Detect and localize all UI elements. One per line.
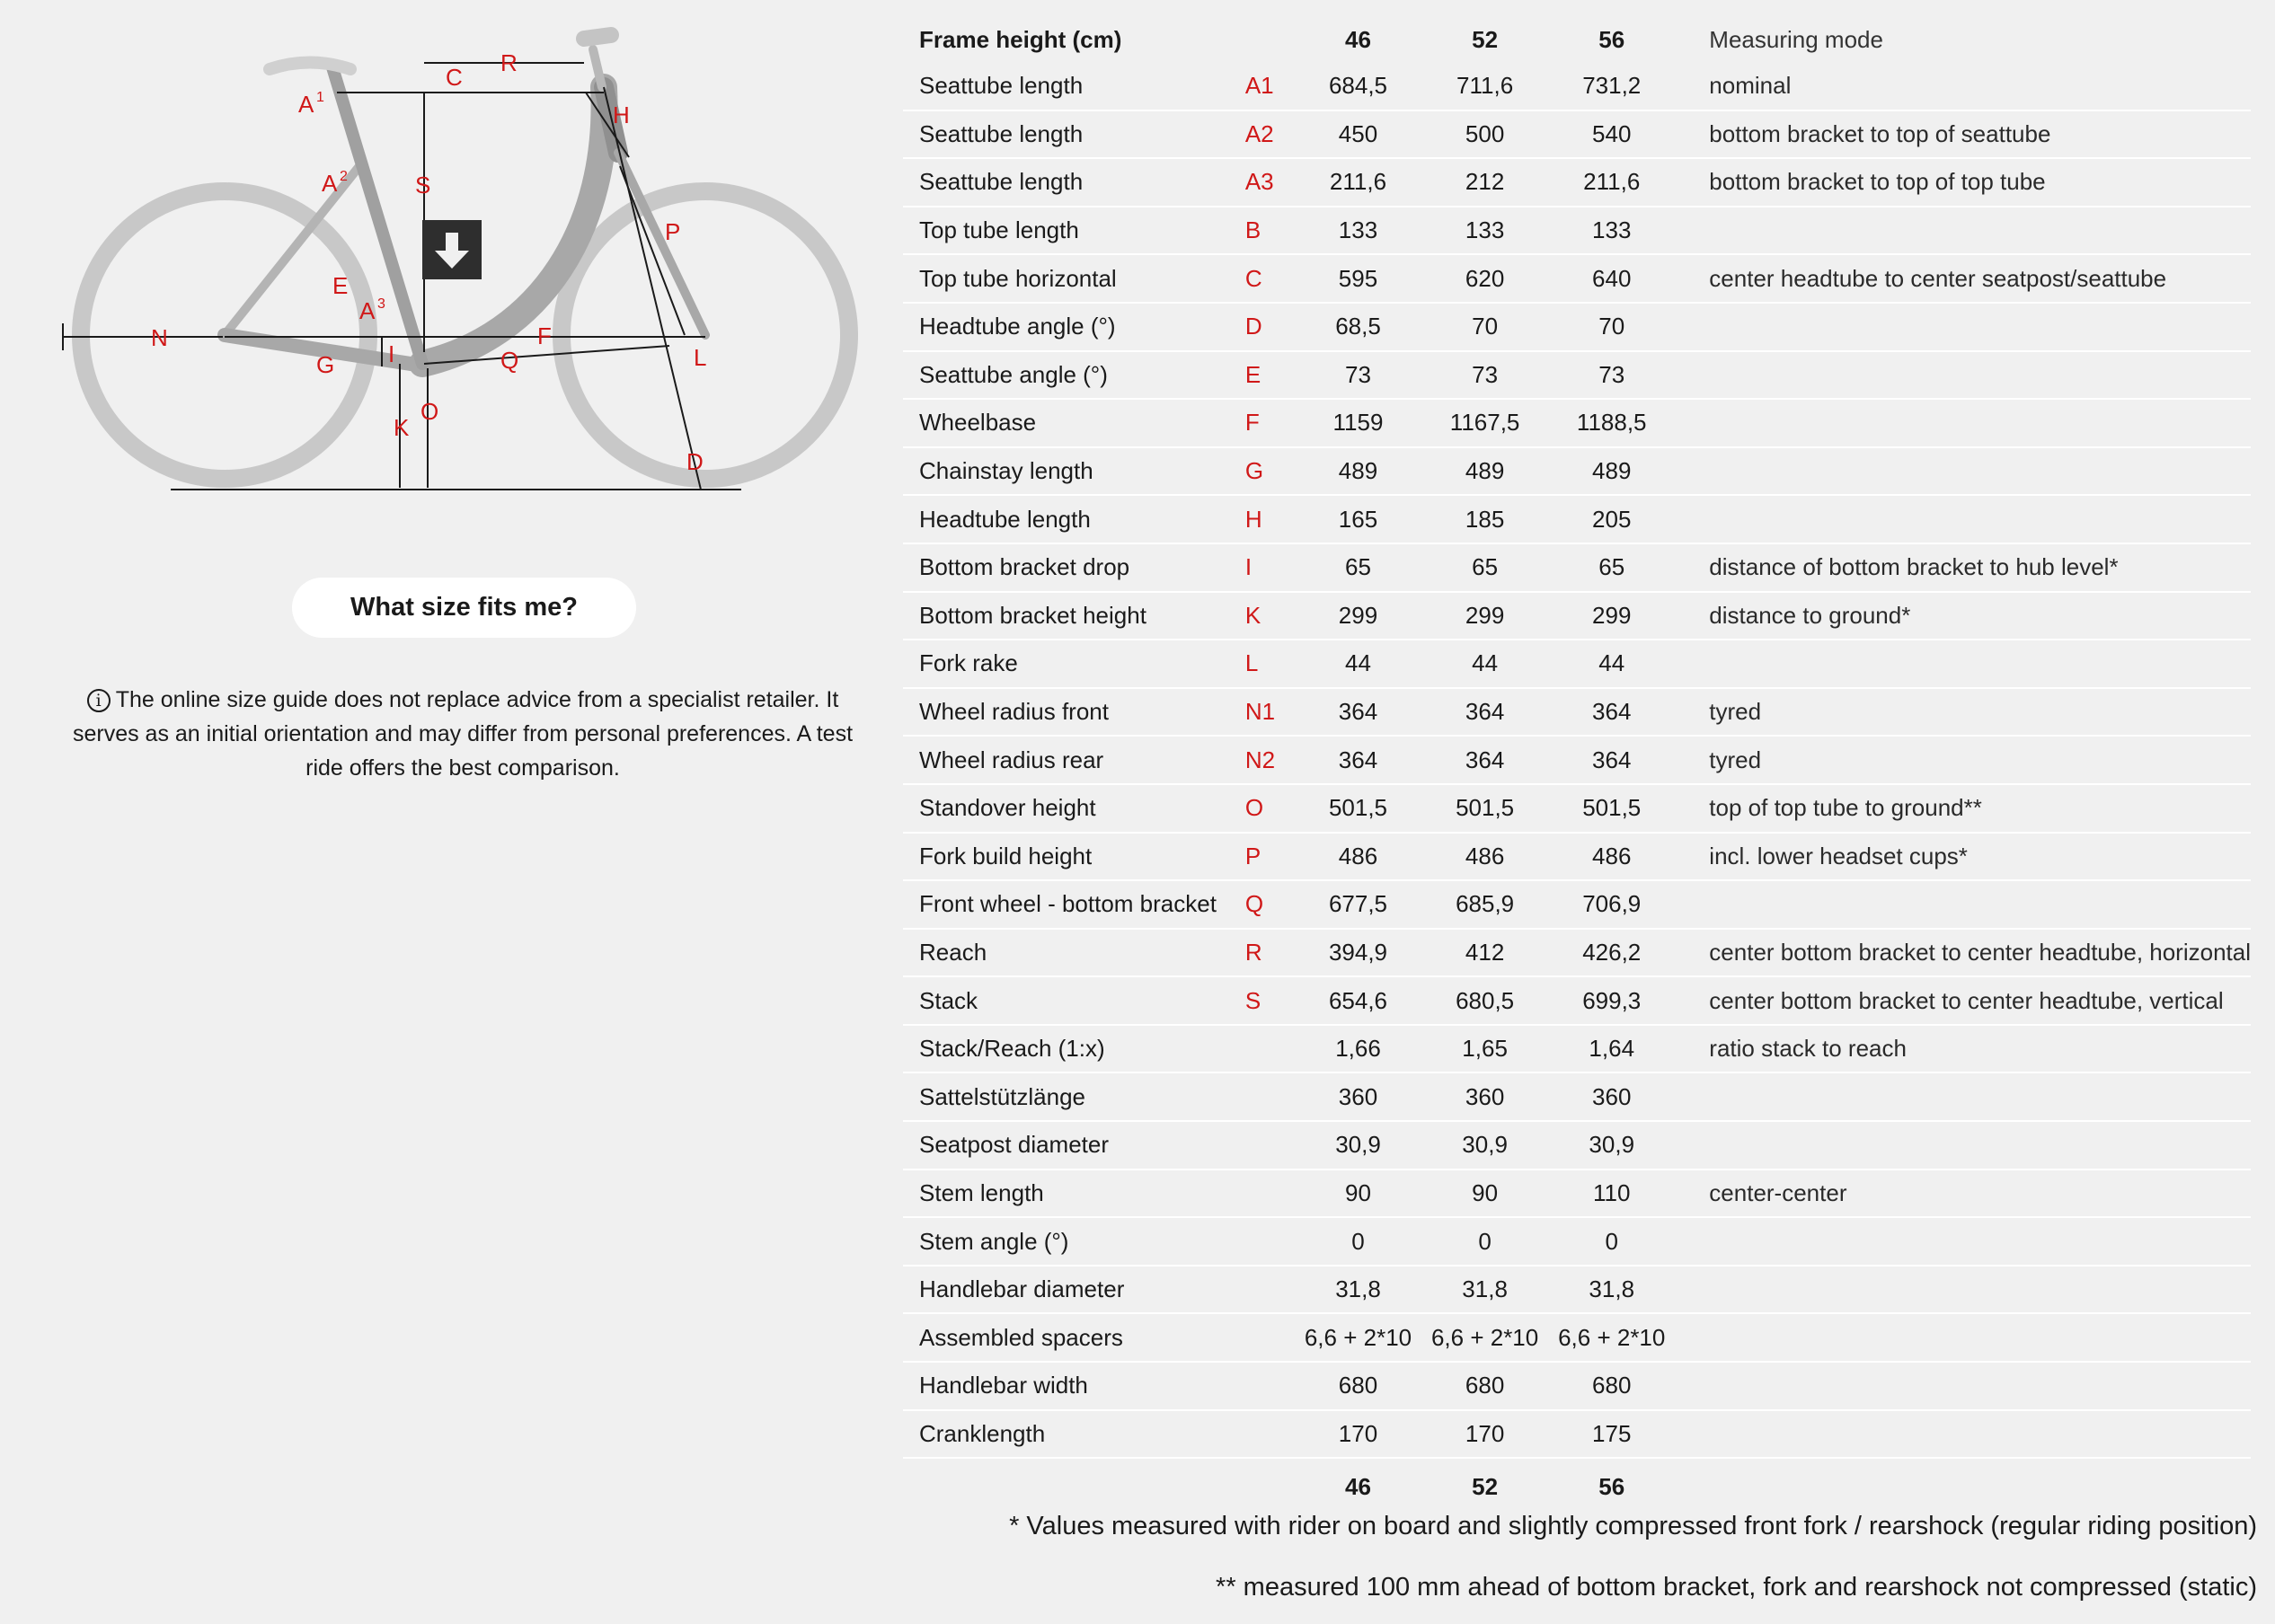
row-value-52: 65 [1421, 543, 1548, 592]
row-name: Seattube length [903, 110, 1245, 159]
row-value-46: 450 [1295, 110, 1421, 159]
row-value-46: 489 [1295, 447, 1421, 496]
row-value-52: 360 [1421, 1072, 1548, 1121]
row-name: Headtube length [903, 495, 1245, 543]
table-row [903, 1169, 2251, 1218]
header-frame-height: Frame height (cm) [919, 25, 1122, 53]
row-code [1245, 1072, 1295, 1121]
row-value-46: 595 [1295, 254, 1421, 303]
row-value-46: 486 [1295, 833, 1421, 881]
svg-text:K: K [394, 414, 410, 441]
table-footer-row [903, 1458, 2251, 1514]
row-name: Standover height [903, 784, 1245, 833]
row-value-56: 205 [1548, 495, 1675, 543]
row-value-52: 185 [1421, 495, 1548, 543]
table-row [903, 1410, 2251, 1459]
row-value-52: 30,9 [1421, 1121, 1548, 1169]
table-row [903, 495, 2251, 543]
row-name: Wheel radius rear [903, 736, 1245, 784]
row-value-52: 685,9 [1421, 880, 1548, 929]
row-measuring-mode: distance to ground* [1675, 592, 2251, 640]
table-row [903, 1025, 2251, 1073]
table-row [903, 640, 2251, 688]
table-row [903, 833, 2251, 881]
row-code: C [1245, 254, 1295, 303]
row-value-56: 44 [1548, 640, 1675, 688]
row-name: Stem angle (°) [903, 1217, 1245, 1266]
row-value-52: 364 [1421, 688, 1548, 737]
row-value-52: 0 [1421, 1217, 1548, 1266]
row-code [1245, 1362, 1295, 1410]
row-value-46: 30,9 [1295, 1121, 1421, 1169]
row-value-56: 175 [1548, 1410, 1675, 1459]
row-code: B [1245, 207, 1295, 255]
row-measuring-mode [1675, 399, 2251, 447]
row-value-52: 170 [1421, 1410, 1548, 1459]
table-row [903, 543, 2251, 592]
row-measuring-mode [1675, 1362, 2251, 1410]
table-row [903, 688, 2251, 737]
row-name: Seattube angle (°) [903, 351, 1245, 400]
row-value-56: 540 [1548, 110, 1675, 159]
row-value-56: 364 [1548, 736, 1675, 784]
table-row [903, 1121, 2251, 1169]
size-guide-disclaimer [63, 683, 863, 785]
table-row [903, 929, 2251, 977]
row-name: Seatpost diameter [903, 1121, 1245, 1169]
row-code: O [1245, 784, 1295, 833]
row-value-56: 486 [1548, 833, 1675, 881]
footer-size-52: 52 [1472, 1472, 1499, 1500]
row-value-56: 1,64 [1548, 1025, 1675, 1073]
svg-text:H: H [613, 102, 630, 128]
svg-text:A: A [359, 297, 376, 324]
row-name: Top tube horizontal [903, 254, 1245, 303]
geometry-left-panel [0, 0, 898, 1624]
row-value-52: 711,6 [1421, 63, 1548, 110]
row-name: Front wheel - bottom bracket [903, 880, 1245, 929]
row-value-46: 360 [1295, 1072, 1421, 1121]
row-value-46: 6,6 + 2*10 [1295, 1313, 1421, 1362]
table-row [903, 784, 2251, 833]
row-code: A1 [1245, 63, 1295, 110]
table-row [903, 447, 2251, 496]
row-measuring-mode: center bottom bracket to center headtube, horizontal [1675, 929, 2251, 977]
row-code: A3 [1245, 158, 1295, 207]
row-value-56: 731,2 [1548, 63, 1675, 110]
row-value-52: 364 [1421, 736, 1548, 784]
row-value-52: 680,5 [1421, 976, 1548, 1025]
row-value-46: 677,5 [1295, 880, 1421, 929]
row-code: N2 [1245, 736, 1295, 784]
table-row [903, 1313, 2251, 1362]
row-value-56: 364 [1548, 688, 1675, 737]
row-value-56: 360 [1548, 1072, 1675, 1121]
what-size-fits-me-button[interactable]: What size fits me? [292, 578, 636, 638]
row-value-46: 364 [1295, 736, 1421, 784]
row-measuring-mode [1675, 1072, 2251, 1121]
row-name: Stack/Reach (1:x) [903, 1025, 1245, 1073]
row-value-46: 0 [1295, 1217, 1421, 1266]
row-code [1245, 1217, 1295, 1266]
table-row [903, 1266, 2251, 1314]
row-value-46: 44 [1295, 640, 1421, 688]
svg-text:A: A [322, 170, 338, 197]
row-code [1245, 1025, 1295, 1073]
row-measuring-mode [1675, 303, 2251, 351]
row-value-56: 65 [1548, 543, 1675, 592]
row-code: A2 [1245, 110, 1295, 159]
table-row [903, 592, 2251, 640]
svg-text:L: L [694, 344, 707, 371]
row-code: K [1245, 592, 1295, 640]
row-code: D [1245, 303, 1295, 351]
row-code [1245, 1410, 1295, 1459]
row-code: Q [1245, 880, 1295, 929]
row-measuring-mode: incl. lower headset cups* [1675, 833, 2251, 881]
row-measuring-mode: bottom bracket to top of top tube [1675, 158, 2251, 207]
row-measuring-mode: center-center [1675, 1169, 2251, 1218]
row-name: Stem length [903, 1169, 1245, 1218]
row-measuring-mode [1675, 1266, 2251, 1314]
row-measuring-mode [1675, 880, 2251, 929]
svg-text:2: 2 [340, 169, 348, 184]
row-value-56: 489 [1548, 447, 1675, 496]
row-name: Stack [903, 976, 1245, 1025]
row-measuring-mode: bottom bracket to top of seattube [1675, 110, 2251, 159]
row-value-46: 211,6 [1295, 158, 1421, 207]
row-value-52: 73 [1421, 351, 1548, 400]
row-value-46: 170 [1295, 1410, 1421, 1459]
row-code: L [1245, 640, 1295, 688]
row-value-52: 212 [1421, 158, 1548, 207]
table-row [903, 303, 2251, 351]
row-code [1245, 1266, 1295, 1314]
table-row [903, 1072, 2251, 1121]
row-name: Bottom bracket drop [903, 543, 1245, 592]
row-measuring-mode [1675, 1410, 2251, 1459]
row-value-56: 6,6 + 2*10 [1548, 1313, 1675, 1362]
table-row [903, 1217, 2251, 1266]
svg-text:N: N [151, 324, 168, 351]
row-value-46: 31,8 [1295, 1266, 1421, 1314]
row-value-56: 501,5 [1548, 784, 1675, 833]
row-code: R [1245, 929, 1295, 977]
row-measuring-mode: distance of bottom bracket to hub level* [1675, 543, 2251, 592]
row-name: Fork rake [903, 640, 1245, 688]
row-name: Reach [903, 929, 1245, 977]
row-name: Chainstay length [903, 447, 1245, 496]
header-size-46: 46 [1345, 25, 1371, 53]
row-measuring-mode [1675, 495, 2251, 543]
row-value-46: 133 [1295, 207, 1421, 255]
row-name: Assembled spacers [903, 1313, 1245, 1362]
header-size-52: 52 [1472, 25, 1499, 53]
row-value-56: 133 [1548, 207, 1675, 255]
row-value-56: 706,9 [1548, 880, 1675, 929]
row-value-52: 44 [1421, 640, 1548, 688]
row-value-52: 6,6 + 2*10 [1421, 1313, 1548, 1362]
row-code: P [1245, 833, 1295, 881]
info-icon: i [87, 689, 111, 712]
row-value-56: 680 [1548, 1362, 1675, 1410]
row-value-52: 500 [1421, 110, 1548, 159]
row-measuring-mode: nominal [1675, 63, 2251, 110]
row-code [1245, 1169, 1295, 1218]
row-measuring-mode: center bottom bracket to center headtube, vertical [1675, 976, 2251, 1025]
row-measuring-mode [1675, 447, 2251, 496]
row-value-46: 165 [1295, 495, 1421, 543]
row-measuring-mode [1675, 207, 2251, 255]
table-row [903, 351, 2251, 400]
row-value-46: 65 [1295, 543, 1421, 592]
row-name: Seattube length [903, 63, 1245, 110]
row-value-56: 70 [1548, 303, 1675, 351]
table-row [903, 63, 2251, 110]
row-measuring-mode: tyred [1675, 688, 2251, 737]
row-value-52: 90 [1421, 1169, 1548, 1218]
svg-text:D: D [686, 448, 704, 475]
row-value-46: 680 [1295, 1362, 1421, 1410]
row-name: Fork build height [903, 833, 1245, 881]
row-measuring-mode: center headtube to center seatpost/seattube [1675, 254, 2251, 303]
row-name: Wheelbase [903, 399, 1245, 447]
footnote-static-measure: ** measured 100 mm ahead of bottom bracket, fork and rearshock not compressed (static) [1216, 1573, 2257, 1602]
row-measuring-mode: ratio stack to reach [1675, 1025, 2251, 1073]
row-code: E [1245, 351, 1295, 400]
svg-text:I: I [388, 340, 395, 367]
row-value-52: 412 [1421, 929, 1548, 977]
row-value-46: 73 [1295, 351, 1421, 400]
row-value-52: 620 [1421, 254, 1548, 303]
row-value-52: 680 [1421, 1362, 1548, 1410]
row-value-52: 133 [1421, 207, 1548, 255]
row-value-52: 70 [1421, 303, 1548, 351]
svg-text:P: P [665, 218, 681, 245]
svg-text:3: 3 [377, 296, 385, 312]
row-value-52: 31,8 [1421, 1266, 1548, 1314]
row-value-46: 394,9 [1295, 929, 1421, 977]
svg-text:E: E [332, 272, 349, 299]
row-value-56: 640 [1548, 254, 1675, 303]
table-row [903, 158, 2251, 207]
row-name: Seattube length [903, 158, 1245, 207]
footer-size-46: 46 [1345, 1472, 1371, 1500]
row-value-56: 31,8 [1548, 1266, 1675, 1314]
row-value-56: 299 [1548, 592, 1675, 640]
row-value-52: 489 [1421, 447, 1548, 496]
row-name: Handlebar width [903, 1362, 1245, 1410]
row-name: Headtube angle (°) [903, 303, 1245, 351]
table-row [903, 976, 2251, 1025]
row-value-56: 699,3 [1548, 976, 1675, 1025]
svg-text:G: G [316, 351, 335, 378]
row-value-52: 1,65 [1421, 1025, 1548, 1073]
bike-geometry-diagram [36, 13, 863, 499]
row-measuring-mode: tyred [1675, 736, 2251, 784]
row-measuring-mode [1675, 1121, 2251, 1169]
row-value-46: 1159 [1295, 399, 1421, 447]
row-value-52: 299 [1421, 592, 1548, 640]
download-arrow-icon[interactable] [422, 220, 482, 279]
svg-text:O: O [420, 398, 439, 425]
row-code: I [1245, 543, 1295, 592]
row-value-46: 68,5 [1295, 303, 1421, 351]
row-measuring-mode [1675, 351, 2251, 400]
row-value-46: 90 [1295, 1169, 1421, 1218]
footnote-rider-on-board: * Values measured with rider on board and slightly compressed front fork / rearshock (regular riding position) [1009, 1512, 2257, 1540]
row-value-52: 501,5 [1421, 784, 1548, 833]
table-row [903, 207, 2251, 255]
row-code: F [1245, 399, 1295, 447]
row-value-56: 426,2 [1548, 929, 1675, 977]
row-code: N1 [1245, 688, 1295, 737]
row-value-52: 486 [1421, 833, 1548, 881]
row-code: G [1245, 447, 1295, 496]
row-value-46: 364 [1295, 688, 1421, 737]
table-row [903, 1362, 2251, 1410]
table-row [903, 399, 2251, 447]
row-value-52: 1167,5 [1421, 399, 1548, 447]
svg-text:S: S [415, 172, 431, 199]
row-value-56: 211,6 [1548, 158, 1675, 207]
row-measuring-mode [1675, 1313, 2251, 1362]
svg-text:Q: Q [500, 347, 519, 374]
row-value-46: 654,6 [1295, 976, 1421, 1025]
row-code [1245, 1313, 1295, 1362]
row-name: Bottom bracket height [903, 592, 1245, 640]
row-measuring-mode [1675, 1217, 2251, 1266]
row-measuring-mode [1675, 640, 2251, 688]
header-size-56: 56 [1598, 25, 1625, 53]
row-code [1245, 1121, 1295, 1169]
svg-text:1: 1 [316, 90, 324, 105]
row-value-56: 0 [1548, 1217, 1675, 1266]
row-value-56: 30,9 [1548, 1121, 1675, 1169]
table-header-row [903, 16, 2251, 63]
header-measuring-mode: Measuring mode [1709, 25, 1883, 53]
row-code: S [1245, 976, 1295, 1025]
row-name: Wheel radius front [903, 688, 1245, 737]
row-code: H [1245, 495, 1295, 543]
disclaimer-text: The online size guide does not replace advice from a specialist retailer. It serves as an initial orientation and may differ from personal preferences. A test ride offers the best comparison. [72, 687, 854, 781]
footer-size-56: 56 [1598, 1472, 1625, 1500]
row-value-46: 299 [1295, 592, 1421, 640]
table-row [903, 736, 2251, 784]
row-value-56: 73 [1548, 351, 1675, 400]
svg-text:F: F [537, 322, 552, 349]
row-value-46: 501,5 [1295, 784, 1421, 833]
row-name: Cranklength [903, 1410, 1245, 1459]
row-name: Top tube length [903, 207, 1245, 255]
svg-text:R: R [500, 49, 518, 76]
row-value-56: 110 [1548, 1169, 1675, 1218]
row-value-46: 1,66 [1295, 1025, 1421, 1073]
row-value-56: 1188,5 [1548, 399, 1675, 447]
row-name: Handlebar diameter [903, 1266, 1245, 1314]
table-row [903, 110, 2251, 159]
row-value-46: 684,5 [1295, 63, 1421, 110]
table-row [903, 254, 2251, 303]
geometry-table [903, 16, 2251, 1514]
row-name: Sattelstützlänge [903, 1072, 1245, 1121]
table-row [903, 880, 2251, 929]
svg-text:C: C [446, 64, 463, 91]
row-measuring-mode: top of top tube to ground** [1675, 784, 2251, 833]
svg-text:A: A [298, 91, 314, 118]
